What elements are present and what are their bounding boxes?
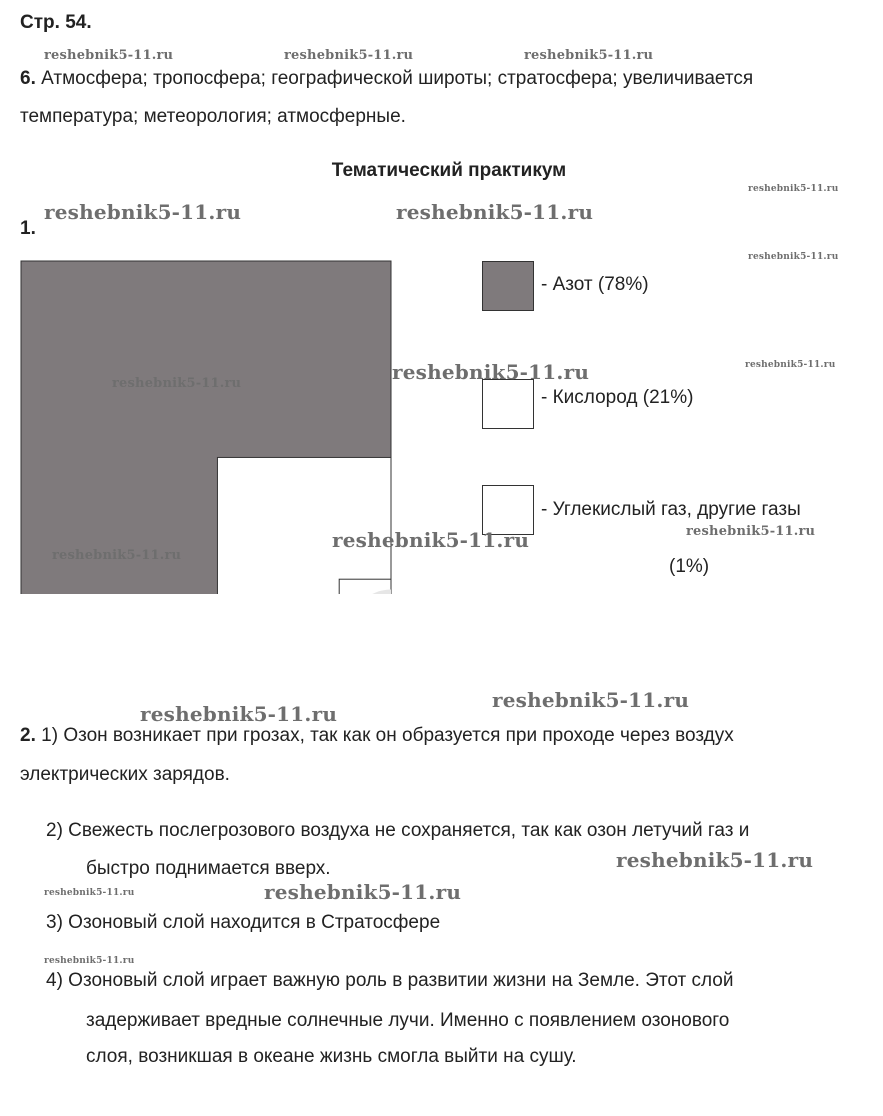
task2-item2-line1: 2) Свежесть послегрозового воздуха не сохраняется, так как озон летучий газ и [46,820,750,841]
chart-area-oxygen [217,457,391,594]
watermark: reshebnik5-11.ru [140,702,338,726]
page-label: Стр. 54. [20,12,92,33]
legend-swatch-nitrogen [482,261,534,311]
watermark: reshebnik5-11.ru [284,48,414,63]
task2-item4-line3: слоя, возникшая в океане жизнь смогла выйти на сушу. [86,1046,577,1067]
watermark: reshebnik5-11.ru [112,376,242,391]
watermark: reshebnik5-11.ru [686,524,816,539]
legend-label-oxygen: - Кислород (21%) [541,387,694,408]
task2-item1-text: 1) Озон возникает при грозах, так как он образуется при проходе через воздух [41,725,734,746]
section6-number: 6. [20,68,36,89]
legend-label-nitrogen: - Азот (78%) [541,274,649,295]
watermark: reshebnik5-11.ru [264,880,462,904]
watermark: reshebnik5-11.ru [396,200,594,224]
watermark: reshebnik5-11.ru [44,48,174,63]
section6-text1: Атмосфера; тропосфера; географической широты; стратосфера; увеличивается [41,68,754,89]
section6-line2: температура; метеорология; атмосферные. [20,106,406,127]
task2-item1-line1 [20,725,734,747]
watermark: reshebnik5-11.ru [616,848,814,872]
legend-label-other-gases: - Углекислый газ, другие газы [541,499,801,520]
watermark: reshebnik5-11.ru [52,548,182,563]
watermark: reshebnik5-11.ru [748,184,839,194]
legend-label-other-gases-percent: (1%) [669,556,710,577]
task2-item2-line2: быстро поднимается вверх. [86,858,331,879]
task2-item4-line2: задерживает вредные солнечные лучи. Именно с появлением озонового [86,1010,730,1031]
watermark: reshebnik5-11.ru [44,200,242,224]
task2-number: 2. [20,725,36,746]
legend-swatch-oxygen [482,379,534,429]
watermark: reshebnik5-11.ru [745,360,836,370]
watermark: reshebnik5-11.ru [332,528,530,552]
watermark: reshebnik5-11.ru [524,48,654,63]
task2-item1-line2: электрических зарядов. [20,764,230,785]
task2-item4-line1: 4) Озоновый слой играет важную роль в развитии жизни на Земле. Этот слой [46,970,734,991]
watermark: reshebnik5-11.ru [44,956,135,966]
section6-line1 [20,68,753,90]
watermark: reshebnik5-11.ru [44,888,135,898]
task2-item3: 3) Озоновый слой находится в Стратосфере [46,912,441,933]
practicum-title: Тематический практикум [331,160,567,181]
watermark: reshebnik5-11.ru [492,688,690,712]
task1-number: 1. [20,218,36,239]
watermark: reshebnik5-11.ru [748,252,839,262]
watermark: reshebnik5-11.ru [392,360,590,384]
